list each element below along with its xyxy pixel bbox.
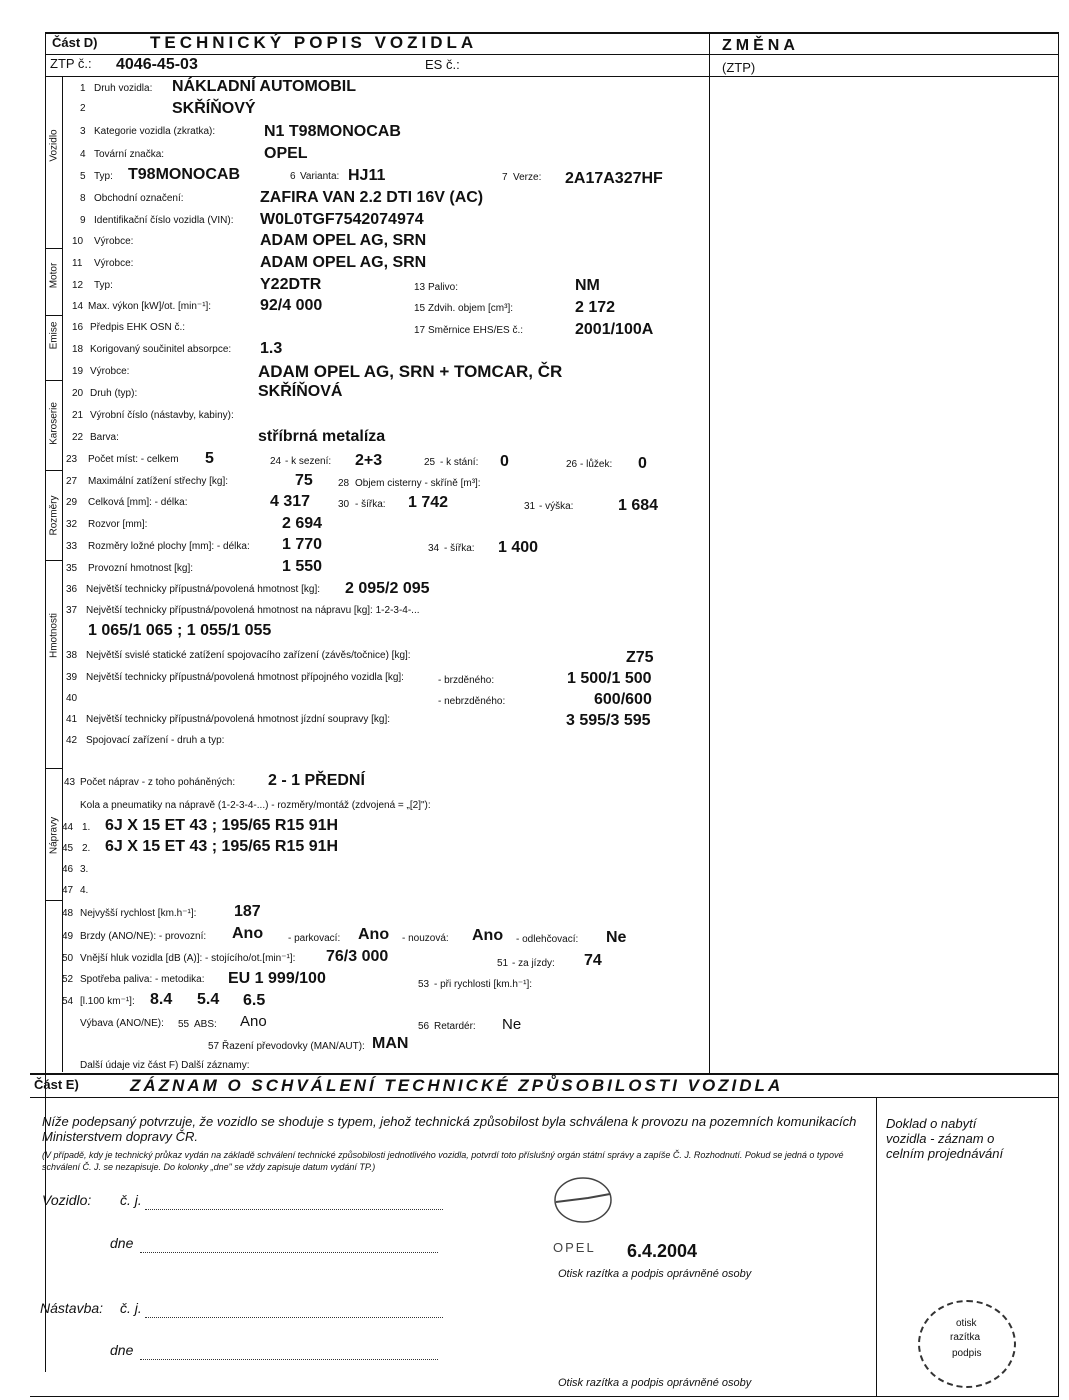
row-num: 42 (66, 735, 78, 746)
ztp-label: ZTP č.: (50, 56, 92, 71)
page-title: TECHNICKÝ POPIS VOZIDLA (150, 33, 478, 52)
field-label: Druh (typ): (90, 388, 138, 399)
field-label: - k stání: (440, 457, 479, 468)
customs-record: Doklad o nabytí vozidla - záznam o celním projednávání (886, 1116, 1004, 1161)
row-num: 49 (62, 931, 74, 942)
row-num: 8 (80, 193, 86, 204)
field-label: - nouzová: (402, 933, 449, 944)
row-num: 6 (290, 171, 296, 182)
statement: Níže podepsaný potvrzuje, že vozidlo se shoduje s typem, jehož technická způsobilost byla schválena k provozu na pozemních komunikacích Ministerstvem dopravy ČR. (42, 1114, 857, 1144)
field-label: Výrobní číslo (nástavby, kabiny): (90, 410, 234, 421)
zmena-title: ZMĚNA (722, 37, 799, 54)
statement-note: (V případě, kdy je technický průkaz vydán na základě schválení technické způsobilosti jednotlivého vozidla, potvrdí toto příslušný orgán státní správy a zapíše Č. J. Rozhodnutí. Pokud se jedná o typové schválení Č. J. se nezapisuje. Do kolonky „dne" se vždy zapisuje datum vydání TP.) (42, 1150, 844, 1172)
row-num: 31 (524, 501, 536, 512)
field-value: Ano (240, 1013, 267, 1030)
row-num: 28 (338, 478, 350, 489)
field-value: Ne (502, 1016, 522, 1033)
field-label: Výrobce: (90, 366, 130, 377)
row-num: 9 (80, 215, 86, 226)
field-value: Ano (358, 926, 390, 943)
row-num: 2 (80, 103, 86, 114)
field-value: 5 (205, 450, 214, 467)
part-e-title: ZÁZNAM O SCHVÁLENÍ TECHNICKÉ ZPŮSOBILOSTI VOZIDLA (130, 1076, 784, 1095)
field-value: 92/4 000 (260, 297, 323, 314)
row-num: 23 (66, 454, 78, 465)
field-label: Varianta: (300, 171, 340, 182)
row-num: 1 (80, 83, 86, 94)
row-num: 57 (208, 1041, 220, 1052)
field-label: ABS: (194, 1019, 217, 1030)
stamp-brand: OPEL (553, 1240, 596, 1255)
bottom-line (30, 1396, 1059, 1397)
field-label: Největší technicky přípustná/povolená hmotnost přípojného vozidla [kg]: (86, 672, 404, 683)
row-num: 18 (72, 344, 84, 355)
row-num: 4 (80, 149, 86, 160)
axle-index: 2. (82, 843, 91, 854)
row-num: 10 (72, 236, 84, 247)
field-label: Počet náprav - z toho poháněných: (80, 777, 236, 788)
row-num: 26 (566, 459, 578, 470)
field-label: Výrobce: (94, 236, 134, 247)
field-value: ADAM OPEL AG, SRN + TOMCAR, ČR (258, 362, 563, 381)
nastavba-label: Nástavba: (40, 1300, 104, 1316)
field-value: 2 694 (282, 515, 323, 532)
field-label: - k sezení: (285, 456, 332, 467)
zmena-divider (709, 32, 710, 1074)
issue-date: 6.4.2004 (627, 1241, 698, 1261)
field-value: SKŘÍŇOVÁ (258, 383, 343, 400)
field-label: - za jízdy: (512, 958, 555, 969)
row-num: 38 (66, 650, 78, 661)
field-label: Vnější hluk vozidla [dB (A)]: - stojícího/ot.[min⁻¹]: (80, 953, 296, 964)
dne-label: dne (110, 1235, 134, 1251)
vozidlo-label: Vozidlo: (42, 1192, 92, 1208)
field-label: Druh vozidla: (94, 83, 153, 94)
dne-label: dne (110, 1342, 134, 1358)
field-value: 1 550 (282, 558, 323, 575)
field-label: Korigovaný součinitel absorpce: (90, 344, 232, 355)
row-num: 15 (414, 303, 426, 314)
further-info: Další údaje viz část F) Další záznamy: (80, 1060, 250, 1071)
circle-text-3: podpis (952, 1348, 982, 1359)
row-num: 48 (62, 908, 74, 919)
field-value: 2+3 (355, 452, 383, 469)
field-value: 75 (295, 472, 313, 489)
row-num: 47 (62, 885, 74, 896)
row-num: 33 (66, 541, 78, 552)
es-label: ES č.: (425, 57, 460, 72)
row-num: 16 (72, 322, 84, 333)
field-sublabel: - nebrzděného: (438, 696, 506, 707)
field-value: Ano (472, 927, 504, 944)
field-label: Objem cisterny - skříně [m³]: (355, 478, 481, 489)
field-label: - šířka: (355, 499, 386, 510)
row-num: 17 (414, 325, 426, 336)
field-label: Retardér: (434, 1021, 476, 1032)
row-num: 25 (424, 457, 436, 468)
field-value: Z75 (626, 649, 654, 666)
field-label: Nejvyšší rychlost [km.h⁻¹]: (80, 908, 197, 919)
field-value: ADAM OPEL AG, SRN (260, 254, 427, 271)
cj-label: č. j. (120, 1300, 142, 1316)
sect-div (45, 470, 63, 471)
ztp-divider (45, 76, 1059, 77)
field-label: Největší svislé statické zatížení spojovacího zařízení (závěs/točnice) [kg]: (86, 650, 411, 661)
field-value: 1 684 (618, 497, 659, 514)
field-value: ZAFIRA VAN 2.2 DTI 16V (AC) (260, 189, 484, 206)
row-num: 46 (62, 864, 74, 875)
field-value: 6J X 15 ET 43 ; 195/65 R15 91H (105, 838, 339, 855)
field-label: [l.100 km⁻¹]: (80, 996, 135, 1007)
field-value: T98MONOCAB (128, 166, 241, 183)
row-num: 39 (66, 672, 78, 683)
field-value: N1 T98MONOCAB (264, 123, 401, 140)
row-num: 20 (72, 388, 84, 399)
field-label: Maximální zatížení střechy [kg]: (88, 476, 229, 487)
section-vozidlo: Vozidlo (48, 129, 60, 162)
wheels-label: Kola a pneumatiky na nápravě (1-2-3-4-...) - rozměry/montáž (zdvojená = „[2]"): (80, 800, 431, 811)
field-label: Směrnice EHS/ES č.: (428, 325, 524, 336)
ztp-right: (ZTP) (722, 60, 756, 75)
field-label: Palivo: (428, 282, 459, 293)
circle-text-2: razítka (950, 1332, 981, 1343)
field-value: 2A17A327HF (565, 170, 663, 187)
stamp-caption-1: Otisk razítka a podpis oprávněné osoby (558, 1268, 752, 1280)
nastavba-dne-field[interactable] (140, 1358, 438, 1360)
row-num: 22 (72, 432, 84, 443)
field-label: Největší technicky přípustná/povolená hmotnost [kg]: (86, 584, 321, 595)
field-value: 8.4 (150, 991, 173, 1008)
field-label: Spojovací zařízení - druh a typ: (86, 735, 225, 746)
field-value: 3 595/3 595 (566, 712, 651, 729)
field-label: Výbava (ANO/NE): (80, 1018, 164, 1029)
field-label: Identifikační číslo vozidla (VIN): (94, 215, 234, 226)
field-value: 0 (500, 453, 509, 470)
field-label: Rozměry ložné plochy [mm]: - délka: (88, 541, 250, 552)
row-num: 41 (66, 714, 78, 725)
field-value: 6.5 (243, 992, 266, 1009)
stamp-caption-2: Otisk razítka a podpis oprávněné osoby (558, 1377, 752, 1389)
row-num: 40 (66, 693, 78, 704)
field-label: Celková [mm]: - délka: (88, 497, 188, 508)
field-value: ADAM OPEL AG, SRN (260, 232, 427, 249)
part-d-label: Část D) (52, 35, 98, 50)
field-value: 6J X 15 ET 43 ; 195/65 R15 91H (105, 817, 339, 834)
stamp-circle (918, 1300, 1016, 1388)
row-num: 11 (72, 258, 83, 269)
field-label: - parkovací: (288, 933, 341, 944)
field-value: 2 095/2 095 (345, 580, 430, 597)
section-karoserie: Karoserie (48, 402, 60, 445)
row-num: 34 (428, 543, 440, 554)
field-label: Barva: (90, 432, 119, 443)
sect-div (45, 560, 63, 561)
row-num: 36 (66, 584, 78, 595)
section-hmotnosti: Hmotnosti (48, 613, 60, 659)
field-value: 4 317 (270, 493, 311, 510)
field-label: - při rychlosti [km.h⁻¹]: (434, 979, 533, 990)
field-value: SKŘÍŇOVÝ (172, 100, 256, 117)
field-value: Y22DTR (260, 276, 322, 293)
field-label: Verze: (513, 172, 542, 183)
row-num: 13 (414, 282, 426, 293)
field-value: Ano (232, 925, 264, 942)
field-label: Předpis EHK OSN č.: (90, 322, 186, 333)
field-value: 2001/100A (575, 321, 654, 338)
axle-index: 3. (80, 864, 89, 875)
field-value: 1 500/1 500 (567, 670, 652, 687)
row-num: 37 (66, 605, 78, 616)
sect-div (45, 380, 63, 381)
row-num: 5 (80, 171, 86, 182)
field-value: 74 (584, 952, 602, 969)
opel-stamp-logo (548, 1172, 618, 1228)
row-num: 35 (66, 563, 78, 574)
field-value: NÁKLADNÍ AUTOMOBIL (172, 78, 356, 95)
row-num: 51 (497, 958, 509, 969)
section-emise: Emise (48, 321, 60, 350)
field-value: 1 770 (282, 536, 323, 553)
row-num: 7 (502, 172, 508, 183)
field-value: 2 - 1 PŘEDNÍ (268, 772, 365, 789)
field-label: Zdvih. objem [cm³]: (428, 303, 514, 314)
field-label: Typ: (94, 171, 113, 182)
vozidlo-cj-field[interactable] (145, 1208, 443, 1210)
row-num: 12 (72, 280, 84, 291)
field-value: 600/600 (594, 691, 652, 708)
sect-div (45, 900, 63, 901)
field-value: 1 065/1 065 ; 1 055/1 055 (88, 622, 272, 639)
field-value: W0L0TGF7542074974 (260, 211, 424, 228)
field-label: Řazení převodovky (MAN/AUT): (222, 1041, 365, 1052)
section-motor: Motor (48, 262, 60, 289)
field-value: 1 742 (408, 494, 449, 511)
section-col-divider (62, 76, 63, 1072)
field-label: Největší technicky přípustná/povolená hmotnost na nápravu [kg]: 1-2-3-4-... (86, 605, 420, 616)
field-label: - lůžek: (580, 459, 613, 470)
part-e-label: Část E) (34, 1077, 79, 1092)
row-num: 27 (66, 476, 78, 487)
row-num: 30 (338, 499, 350, 510)
field-value: EU 1 999/100 (228, 970, 326, 987)
field-value: 1 400 (498, 539, 539, 556)
field-label: Tovární značka: (94, 149, 165, 160)
circle-text-1: otisk (956, 1318, 977, 1329)
axle-index: 4. (80, 885, 89, 896)
section-napravy: Nápravy (48, 816, 60, 855)
field-label: Provozní hmotnost [kg]: (88, 563, 194, 574)
field-label: Počet míst: - celkem (88, 454, 179, 465)
field-label: Max. výkon [kW]/ot. [min⁻¹]: (88, 301, 212, 312)
row-num: 44 (62, 822, 74, 833)
field-label: Rozvor [mm]: (88, 519, 148, 530)
field-value: NM (575, 277, 600, 294)
cj-label: č. j. (120, 1192, 142, 1208)
field-label: Typ: (94, 280, 113, 291)
section-rozmery: Rozměry (48, 495, 60, 536)
field-value: MAN (372, 1035, 409, 1052)
header-divider (45, 54, 1059, 55)
field-value: Ne (606, 929, 627, 946)
field-value: stříbrná metalíza (258, 428, 386, 445)
field-label: Výrobce: (94, 258, 134, 269)
row-num: 21 (72, 410, 84, 421)
part-e-header-bottom (30, 1097, 1059, 1098)
field-label: - výška: (539, 501, 574, 512)
row-num: 50 (62, 953, 74, 964)
sect-div (45, 768, 63, 769)
nastavba-cj-field[interactable] (145, 1316, 443, 1318)
row-num: 56 (418, 1021, 430, 1032)
row-num: 54 (62, 996, 74, 1007)
sect-div (45, 248, 63, 249)
field-value: 187 (234, 903, 261, 920)
field-value: OPEL (264, 145, 308, 162)
row-num: 43 (64, 777, 76, 788)
row-num: 55 (178, 1019, 190, 1030)
row-num: 32 (66, 519, 78, 530)
field-label: Obchodní označení: (94, 193, 184, 204)
field-label: - odlehčovací: (516, 934, 579, 945)
field-value: 0 (638, 455, 647, 472)
field-value: HJ11 (348, 167, 386, 184)
row-num: 19 (72, 366, 84, 377)
field-value: 76/3 000 (326, 948, 389, 965)
frame-right (1058, 32, 1059, 1397)
field-label: - šířka: (444, 543, 475, 554)
row-num: 14 (72, 301, 84, 312)
row-num: 3 (80, 126, 86, 137)
vozidlo-dne-field[interactable] (140, 1251, 438, 1253)
ztp-value: 4046-45-03 (116, 56, 198, 73)
part-e-top (30, 1073, 1059, 1075)
part-e-right-col (876, 1097, 877, 1397)
field-label: Největší technicky přípustná/povolená hmotnost jízdní soupravy [kg]: (86, 714, 391, 725)
row-num: 52 (62, 974, 74, 985)
field-sublabel: - brzděného: (438, 675, 495, 686)
row-num: 53 (418, 979, 430, 990)
row-num: 29 (66, 497, 78, 508)
axle-index: 1. (82, 822, 91, 833)
field-label: Spotřeba paliva: - metodika: (80, 974, 205, 985)
row-num: 24 (270, 456, 282, 467)
field-label: Kategorie vozidla (zkratka): (94, 126, 216, 137)
row-num: 45 (62, 843, 74, 854)
field-value: 2 172 (575, 299, 616, 316)
field-label: Brzdy (ANO/NE): - provozní: (80, 931, 207, 942)
field-value: 1.3 (260, 340, 283, 357)
field-value: 5.4 (197, 991, 220, 1008)
